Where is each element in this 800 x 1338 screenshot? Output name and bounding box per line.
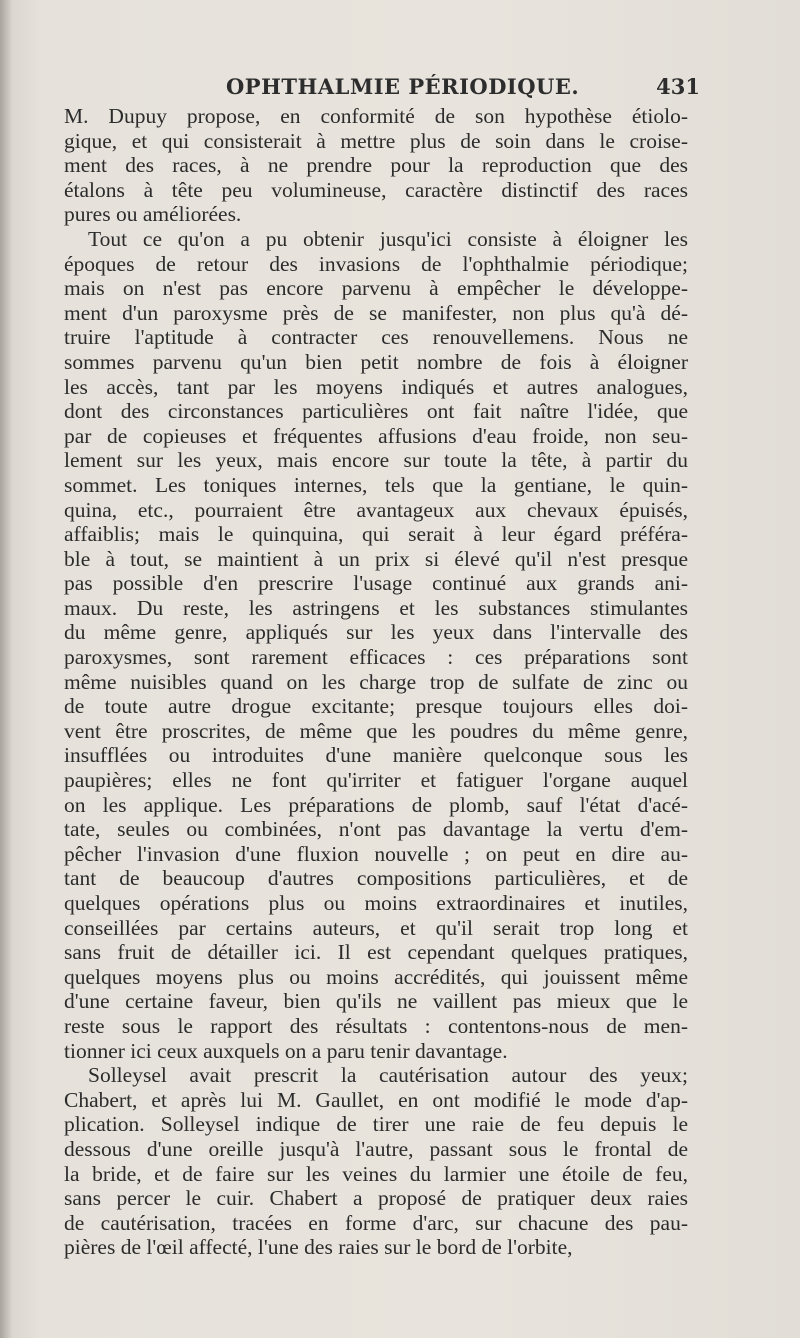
- text-line: sommet. Les toniques internes, tels que la gentiane, le quin-: [64, 472, 688, 497]
- text-line: du même genre, appliqués sur les yeux dans l'intervalle des: [64, 620, 688, 645]
- text-line: tant de beaucoup d'autres compositions particulières, et de: [64, 866, 688, 891]
- text-line: pas possible d'en prescrire l'usage continué aux grands ani-: [64, 571, 688, 596]
- text-line: vent être proscrites, de même que les poudres du même genre,: [64, 718, 688, 743]
- paragraph: [64, 104, 688, 227]
- text-line: dont des circonstances particulières ont fait naître l'idée, que: [64, 399, 688, 424]
- text-line: lement sur les yeux, mais encore sur toute la tête, à partir du: [64, 448, 688, 473]
- text-line: conseillées par certains auteurs, et qu'il serait trop long et: [64, 915, 688, 940]
- running-title: OPHTHALMIE PÉRIODIQUE.: [226, 74, 580, 99]
- page-header: [60, 74, 700, 106]
- text-line: mais on n'est pas encore parvenu à empêcher le développe-: [64, 276, 688, 301]
- text-line: tate, seules ou combinées, n'ont pas davantage la vertu d'em-: [64, 817, 688, 842]
- text-line: plication. Solleysel indique de tirer une raie de feu depuis le: [64, 1112, 688, 1137]
- text-line: affaiblis; mais le quinquina, qui serait à leur égard préféra-: [64, 522, 688, 547]
- text-line: on les applique. Les préparations de plomb, sauf l'état d'acé-: [64, 792, 688, 817]
- page-number: 431: [656, 74, 700, 99]
- text-line: les accès, tant par les moyens indiqués et autres analogues,: [64, 374, 688, 399]
- text-line: M. Dupuy propose, en conformité de son hypothèse étiolo-: [64, 104, 688, 128]
- text-line: sans fruit de détailler ici. Il est cependant quelques pratiques,: [64, 940, 688, 965]
- text-line: Tout ce qu'on a pu obtenir jusqu'ici consiste à éloigner les: [88, 226, 688, 251]
- paragraph: [64, 1063, 688, 1260]
- text-line: paupières; elles ne font qu'irriter et fatiguer l'organe auquel: [64, 768, 688, 793]
- body-text: [64, 104, 688, 1260]
- text-line: quina, etc., pourraient être avantageux aux chevaux épuisés,: [64, 497, 688, 522]
- text-line: tionner ici ceux auxquels on a paru tenir davantage.: [64, 1038, 508, 1063]
- text-line: paroxysmes, sont rarement efficaces : ces préparations sont: [64, 645, 688, 670]
- text-line: pêcher l'invasion d'une fluxion nouvelle ; on peut en dire au-: [64, 841, 688, 866]
- text-line: de cautérisation, tracées en forme d'arc, sur chacune des pau-: [64, 1210, 688, 1235]
- text-line: d'une certaine faveur, bien qu'ils ne vaillent pas mieux que le: [64, 989, 688, 1014]
- text-line: reste sous le rapport des résultats : contentons-nous de men-: [64, 1013, 688, 1038]
- text-line: Chabert, et après lui M. Gaullet, en ont modifié le mode d'ap-: [64, 1087, 688, 1112]
- book-gutter-shadow: [0, 0, 12, 1338]
- text-line: Solleysel avait prescrit la cautérisation autour des yeux;: [88, 1063, 688, 1088]
- text-line: sans percer le cuir. Chabert a proposé de pratiquer deux raies: [64, 1186, 688, 1211]
- text-line: maux. Du reste, les astringens et les substances stimulantes: [64, 595, 688, 620]
- text-line: étalons à tête peu volumineuse, caractère distinctif des races: [64, 177, 688, 202]
- text-line: la bride, et de faire sur les veines du larmier une étoile de feu,: [64, 1161, 688, 1186]
- text-line: par de copieuses et fréquentes affusions d'eau froide, non seu-: [64, 423, 688, 448]
- text-line: sommes parvenu qu'un bien petit nombre de fois à éloigner: [64, 349, 688, 374]
- text-line: ment des races, à ne prendre pour la reproduction que des: [64, 153, 688, 178]
- paragraph: [64, 227, 688, 1063]
- text-line: gique, et qui consisterait à mettre plus de soin dans le croise-: [64, 128, 688, 153]
- text-line: époques de retour des invasions de l'ophthalmie périodique;: [64, 251, 688, 276]
- text-line: dessous d'une oreille jusqu'à l'autre, passant sous le frontal de: [64, 1136, 688, 1161]
- text-line: insufflées ou introduites d'une manière quelconque sous les: [64, 743, 688, 768]
- text-line: même nuisibles quand on les charge trop de sulfate de zinc ou: [64, 669, 688, 694]
- text-line: pières de l'œil affecté, l'une des raies sur le bord de l'orbite,: [64, 1235, 573, 1260]
- text-line: truire l'aptitude à contracter ces renouvellemens. Nous ne: [64, 325, 688, 350]
- text-line: pures ou améliorées.: [64, 202, 242, 227]
- text-line: quelques moyens plus ou moins accrédités, qui jouissent même: [64, 964, 688, 989]
- text-line: ble à tout, se maintient à un prix si élevé qu'il n'est presque: [64, 546, 688, 571]
- text-line: quelques opérations plus ou moins extraordinaires et inutiles,: [64, 891, 688, 915]
- text-line: ment d'un paroxysme près de se manifester, non plus qu'à dé-: [64, 300, 688, 325]
- text-line: de toute autre drogue excitante; presque toujours elles doi-: [64, 694, 688, 719]
